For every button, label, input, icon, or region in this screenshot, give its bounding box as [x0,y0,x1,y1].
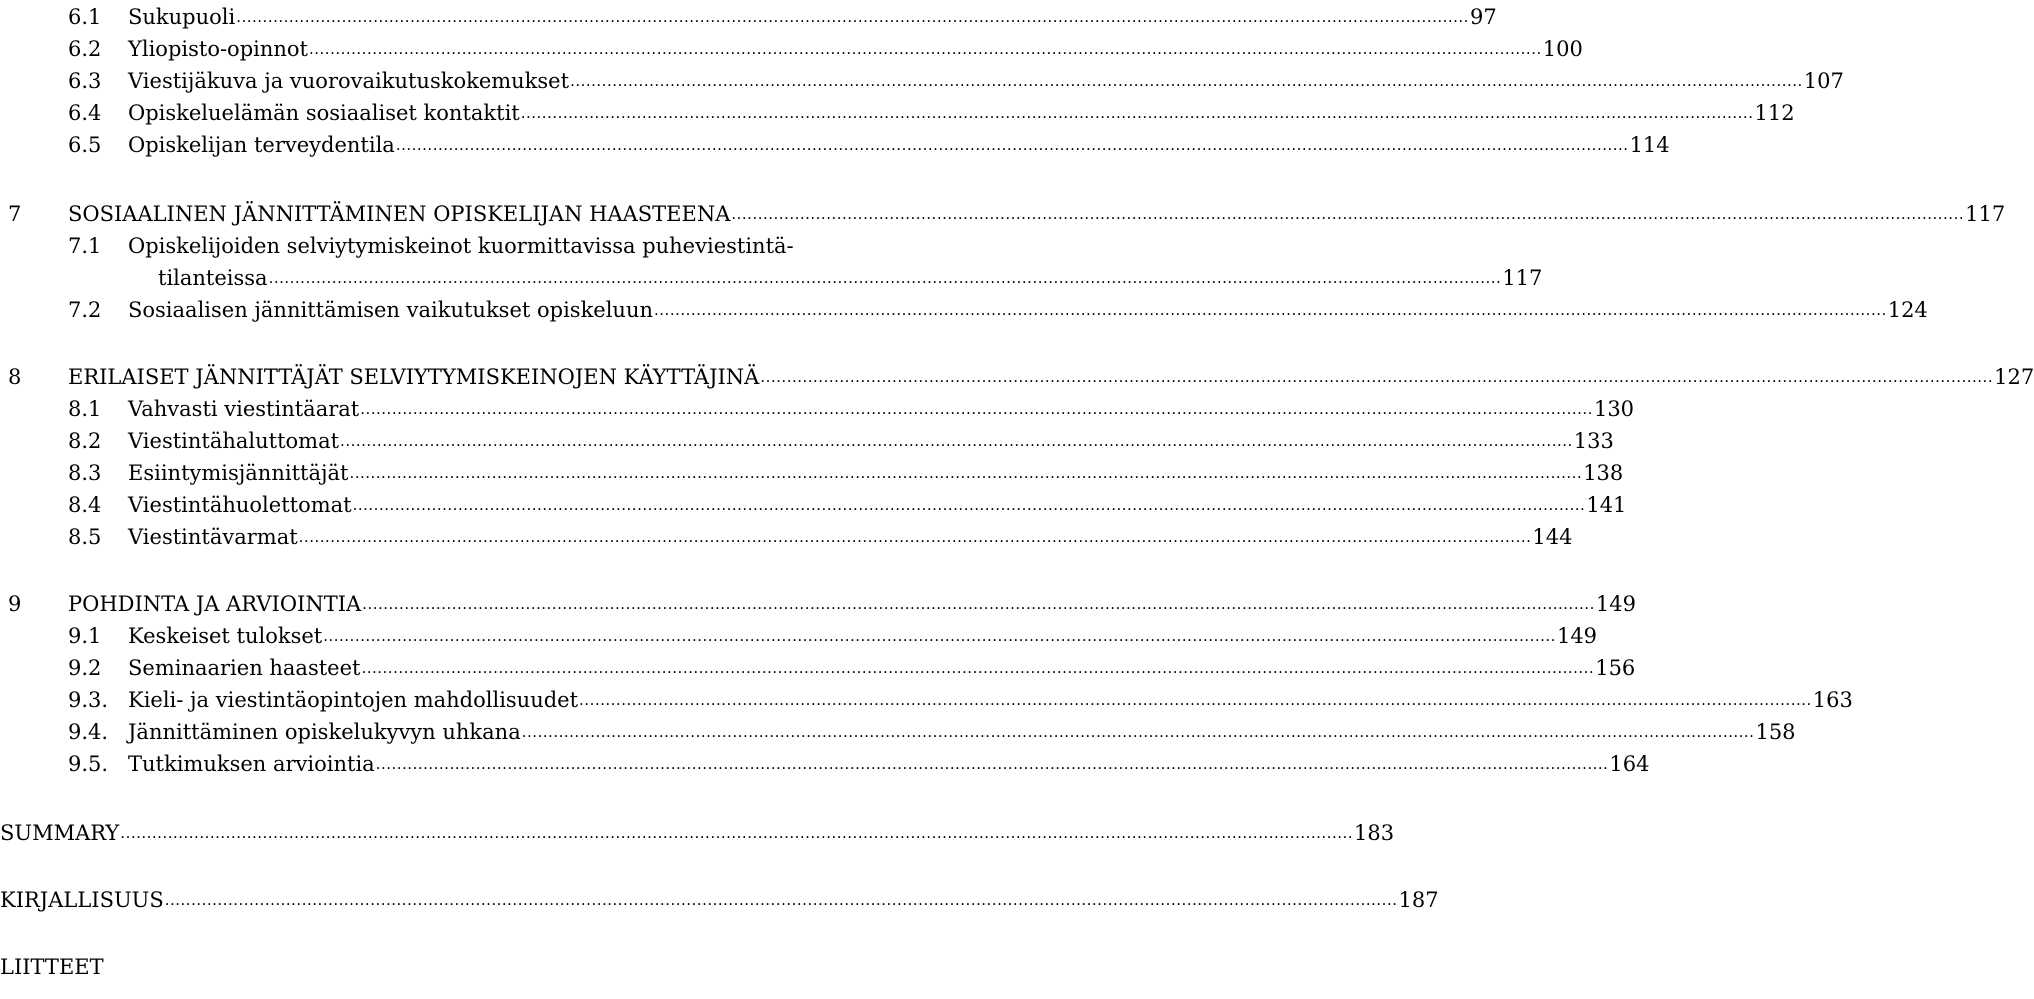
toc-entry[interactable] [0,747,1650,777]
dot-leader [731,199,1964,227]
dot-leader [376,749,1609,777]
toc-chapter-entry[interactable] [0,587,1636,617]
dot-leader [340,426,1573,454]
toc-entry[interactable] [0,488,1627,518]
dot-leader [309,34,1542,62]
toc-entry[interactable] [0,520,1573,550]
entry-page: 127 [1994,365,2034,389]
dot-leader [396,130,1629,158]
entry-page: 158 [1755,720,1796,744]
references-title: KIRJALLISUUS [0,888,164,912]
entry-number: 6.4 [68,101,102,125]
dot-leader [299,522,1532,550]
entry-title: Jännittäminen opiskelukyvyn uhkana [128,720,521,744]
dot-leader [165,885,1398,913]
entry-page: 183 [1354,821,1395,845]
entry-page: 144 [1532,525,1573,549]
entry-number: 7.1 [68,234,102,258]
entry-title: Opiskeluelämän sosiaaliset kontaktit [128,101,520,125]
toc-backmatter-entry[interactable] [0,950,964,980]
entry-page: 164 [1609,752,1650,776]
toc-entry[interactable] [0,293,1928,323]
toc-entry[interactable] [0,619,1598,649]
entry-title: Viestintähaluttomat [128,429,340,453]
entry-page: 141 [1586,493,1627,517]
dot-leader [349,458,1582,486]
toc-backmatter-entry[interactable] [0,816,1395,846]
entry-number: 8.1 [68,397,102,421]
dot-leader [269,263,1502,291]
entry-page: 163 [1812,688,1853,712]
entry-title: Keskeiset tulokset [128,624,323,648]
entry-page: 149 [1556,624,1598,648]
entry-page: 187 [1398,888,1439,912]
entry-page: 112 [1754,101,1795,125]
entry-page: 124 [1887,298,1928,322]
entry-title: Viestintähuolettomat [128,493,352,517]
dot-leader [579,685,1812,713]
chapter-number: 8 [8,365,22,389]
toc-chapter-entry[interactable] [0,360,2034,390]
dot-leader [522,717,1755,745]
entry-number: 8.5 [68,525,102,549]
entry-title: Opiskelijoiden selviytymiskeinot kuormittavissa puheviestintä- [128,234,794,258]
entry-number: 9.3. [68,688,109,712]
entry-page: 97 [1469,5,1497,29]
entry-page: 117 [1502,266,1543,290]
dot-leader [654,295,1887,323]
toc-entry[interactable] [0,456,1624,486]
entry-title: Viestijäkuva ja vuorovaikutuskokemukset [128,69,570,93]
chapter-title: SOSIAALINEN JÄNNITTÄMINEN OPISKELIJAN HAASTEENA [68,202,731,226]
toc-entry[interactable] [0,683,1853,713]
toc-entry[interactable] [0,424,1614,454]
dot-leader [760,362,1993,390]
entry-number: 8.2 [68,429,102,453]
entry-title: Sukupuoli [128,5,236,29]
toc-entry-continuation[interactable] [0,261,1543,291]
entry-page: 156 [1595,656,1636,680]
toc-entry[interactable] [0,128,1670,158]
entry-number: 6.5 [68,133,102,157]
toc-entry[interactable] [0,64,1844,94]
entry-page: 149 [1595,592,1636,616]
toc-backmatter-entry[interactable] [0,883,1439,913]
toc-entry[interactable] [0,651,1636,681]
entry-title: Viestintävarmat [128,525,298,549]
dot-leader [120,818,1353,846]
entry-number: 6.1 [68,5,102,29]
toc-entry[interactable] [0,96,1795,126]
chapter-number: 9 [8,592,22,616]
entry-title-continuation: tilanteissa [158,266,268,290]
toc-entry[interactable] [0,32,1583,62]
dot-leader [570,66,1803,94]
entry-page: 133 [1573,429,1614,453]
entry-number: 7.2 [68,298,102,322]
appendices-title: LIITTEET [0,955,104,979]
chapter-title: ERILAISET JÄNNITTÄJÄT SELVIYTYMISKEINOJEN KÄYTTÄJINÄ [68,365,760,389]
entry-number: 9.1 [68,624,102,648]
entry-page: 117 [1965,202,2006,226]
entry-page: 100 [1542,37,1583,61]
entry-title: Tutkimuksen arviointia [128,752,375,776]
entry-number: 8.3 [68,461,102,485]
entry-title: Yliopisto-opinnot [128,37,308,61]
entry-number: 6.3 [68,69,102,93]
entry-title: Vahvasti viestintäarat [128,397,360,421]
toc-entry[interactable] [0,0,1497,30]
entry-number: 9.5. [68,752,109,776]
chapter-title: POHDINTA JA ARVIOINTIA [68,592,362,616]
entry-page: 114 [1629,133,1670,157]
toc-chapter-entry[interactable] [0,197,2006,227]
chapter-number: 7 [8,202,22,226]
dot-leader [361,653,1594,681]
entry-number: 9.2 [68,656,102,680]
dot-leader [362,589,1595,617]
summary-title: SUMMARY [0,821,120,845]
toc-entry[interactable] [0,392,1635,422]
dot-leader [236,2,1469,30]
dot-leader [323,621,1556,649]
entry-page: 130 [1593,397,1635,421]
entry-title: Seminaarien haasteet [128,656,361,680]
entry-title: Sosiaalisen jännittämisen vaikutukset opiskeluun [128,298,654,322]
toc-entry[interactable] [0,715,1796,745]
entry-page: 107 [1803,69,1844,93]
entry-page: 138 [1583,461,1624,485]
dot-leader [353,490,1586,518]
entry-number: 8.4 [68,493,102,517]
entry-number: 9.4. [68,720,109,744]
dot-leader [521,98,1754,126]
dot-leader [360,394,1593,422]
entry-number: 6.2 [68,37,102,61]
toc-entry[interactable] [0,229,964,259]
entry-title: Opiskelijan terveydentila [128,133,395,157]
entry-title: Kieli- ja viestintäopintojen mahdollisuudet [128,688,579,712]
entry-title: Esiintymisjännittäjät [128,461,349,485]
